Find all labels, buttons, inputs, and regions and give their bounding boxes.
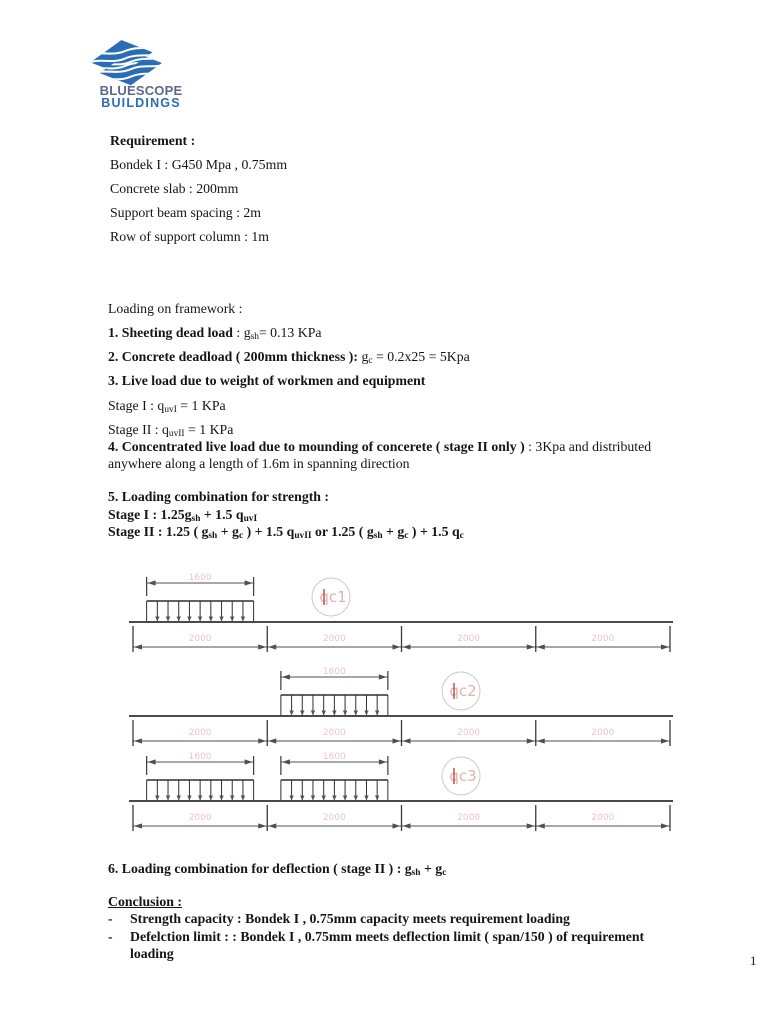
text-segment: Strength capacity : Bondek I , 0.75mm capacity meets requirement loading (130, 911, 570, 926)
span-dimension-label: 2000 (591, 634, 615, 644)
dimension-arrow (537, 644, 545, 649)
dimension-arrow (148, 759, 156, 764)
loading-item-1 (108, 325, 322, 343)
text-segment: Concrete slab : 200mm (110, 181, 239, 196)
text-segment: c (404, 531, 409, 542)
stage-2-live-load (108, 422, 233, 440)
block-dimension-label: 1600 (322, 667, 346, 677)
text-segment: sh (411, 868, 421, 879)
load-arrow (364, 711, 368, 716)
text-segment: ) + 1.5 q (243, 524, 295, 539)
load-arrow (321, 711, 325, 716)
dimension-arrow (134, 823, 142, 828)
dimension-arrow (403, 738, 411, 743)
stage-1-live-load (108, 398, 226, 416)
load-arrow (241, 796, 245, 801)
requirement-item-column-row (110, 229, 269, 245)
load-arrow (321, 796, 325, 801)
text-segment: ) + 1.5 q (408, 524, 460, 539)
load-case-diagrams (120, 565, 685, 850)
load-arrow (219, 796, 223, 801)
load-arrow (198, 617, 202, 622)
text-segment: + 1.5 q (200, 507, 244, 522)
text-segment: 2. Concrete deadload ( 200mm thickness ): (108, 349, 358, 364)
text-segment: 5. Loading combination for strength : (108, 489, 330, 504)
load-arrow (230, 796, 234, 801)
strength-stage-1 (108, 507, 257, 525)
text-segment: : 3Kpa and distributed (524, 439, 652, 454)
load-arrow (241, 617, 245, 622)
dimension-arrow (661, 644, 669, 649)
span-dimension-label: 2000 (188, 813, 212, 823)
dimension-arrow (258, 823, 266, 828)
text-segment: uvI (243, 514, 258, 525)
bullet-dash: - (108, 911, 113, 926)
dimension-arrow (134, 738, 142, 743)
page-number: 1 (750, 953, 757, 968)
span-dimension-label: 2000 (457, 634, 481, 644)
load-arrow (375, 796, 379, 801)
load-arrow (187, 617, 191, 622)
deflection-combination-heading (108, 861, 446, 879)
text-segment: 3. Live load due to weight of workmen and equipment (108, 373, 426, 388)
load-arrow (375, 711, 379, 716)
dimension-arrow (268, 738, 276, 743)
bullet-dash: - (108, 929, 113, 944)
text-segment: Stage I : q (108, 398, 165, 413)
dimension-arrow (527, 823, 535, 828)
text-segment: loading (130, 946, 174, 961)
text-segment: uvI (164, 405, 177, 416)
text-segment: : g (232, 325, 251, 340)
span-dimension-label: 2000 (457, 728, 481, 738)
load-arrow (311, 711, 315, 716)
text-segment: or 1.25 ( g (311, 524, 374, 539)
load-arrow (230, 617, 234, 622)
text-segment: + g (217, 524, 239, 539)
span-dimension-label: 2000 (322, 813, 346, 823)
load-arrow (311, 796, 315, 801)
dimension-arrow (282, 759, 290, 764)
dimension-arrow (537, 738, 545, 743)
load-arrow (332, 711, 336, 716)
text-segment: anywhere along a length of 1.6m in spanning direction (108, 456, 410, 471)
strength-stage-2 (108, 524, 464, 542)
text-segment: sh (191, 514, 201, 525)
text-segment: 1. Sheeting dead load (108, 325, 233, 340)
bluescope-logo-mark (78, 38, 173, 88)
dimension-arrow (393, 738, 401, 743)
dimension-arrow (393, 644, 401, 649)
loading-item-4-line-1 (108, 439, 651, 455)
load-arrow (354, 796, 358, 801)
block-dimension-label: 1600 (188, 573, 212, 583)
span-dimension-label: 2000 (188, 634, 212, 644)
dimension-arrow (403, 823, 411, 828)
load-arrow (166, 617, 170, 622)
load-arrow (343, 711, 347, 716)
text-segment: sh (250, 332, 259, 343)
text-segment: c (238, 531, 244, 542)
dimension-arrow (379, 759, 387, 764)
text-segment: g (358, 349, 369, 364)
text-segment: c (459, 531, 464, 542)
load-arrow (177, 617, 181, 622)
logo-text-bluescope: BLUESCOPE (99, 83, 183, 98)
dimension-arrow (282, 674, 290, 679)
load-arrow (289, 711, 293, 716)
dimension-arrow (258, 644, 266, 649)
block-dimension-label: 1600 (322, 752, 346, 762)
text-segment: 4. Concentrated live load due to mounding of concerete ( stage II only ) (108, 439, 525, 454)
dimension-arrow (258, 738, 266, 743)
dimension-arrow (661, 738, 669, 743)
load-arrow (354, 711, 358, 716)
load-arrow (289, 796, 293, 801)
text-segment: Stage II : 1.25 ( g (108, 524, 209, 539)
load-arrow (209, 617, 213, 622)
load-case-label: qc3 (449, 767, 477, 785)
text-segment: c (368, 356, 373, 367)
dimension-arrow (245, 580, 253, 585)
span-dimension-label: 2000 (591, 728, 615, 738)
load-arrow (155, 796, 159, 801)
dimension-arrow (245, 759, 253, 764)
load-arrow (343, 796, 347, 801)
conclusion-bullet-2-line-2 (130, 946, 174, 962)
text-segment: Conclusion : (108, 894, 182, 909)
dimension-arrow (134, 644, 142, 649)
conclusion-heading (108, 894, 182, 910)
dimension-arrow (661, 823, 669, 828)
dimension-arrow (403, 644, 411, 649)
span-dimension-label: 2000 (322, 728, 346, 738)
text-segment: = 1 KPa (184, 422, 234, 437)
text-segment: sh (208, 531, 218, 542)
text-segment: Support beam spacing : 2m (110, 205, 261, 220)
requirement-item-bondek (110, 157, 287, 173)
requirement-item-slab (110, 181, 238, 197)
span-dimension-label: 2000 (322, 634, 346, 644)
logo-text-buildings: BUILDINGS (101, 96, 181, 110)
span-dimension-label: 2000 (188, 728, 212, 738)
strength-combination-heading (108, 489, 329, 505)
load-arrow (332, 796, 336, 801)
text-segment: Row of support column : 1m (110, 229, 270, 244)
text-segment: + g (420, 861, 443, 876)
conclusion-bullet-2-line-1 (108, 929, 644, 945)
text-segment: + g (382, 524, 405, 539)
load-arrow (219, 617, 223, 622)
dimension-arrow (268, 644, 276, 649)
text-segment: Loading on framework : (108, 301, 243, 316)
dimension-arrow (148, 580, 156, 585)
conclusion-bullet-1 (108, 911, 570, 927)
text-segment: Stage I : 1.25g (108, 507, 192, 522)
text-segment: = 1 KPa (176, 398, 226, 413)
dimension-arrow (393, 823, 401, 828)
load-arrow (300, 796, 304, 801)
span-dimension-label: 2000 (591, 813, 615, 823)
load-arrow (364, 796, 368, 801)
text-segment: 6. Loading combination for deflection ( stage II ) : g (108, 861, 412, 876)
loading-heading (108, 301, 242, 317)
dimension-arrow (527, 738, 535, 743)
text-segment: Requirement : (110, 133, 196, 148)
block-dimension-label: 1600 (188, 752, 212, 762)
text-segment: Bondek I : G450 Mpa , 0.75mm (110, 157, 288, 172)
load-arrow (187, 796, 191, 801)
load-arrow (177, 796, 181, 801)
text-segment: uvII (168, 429, 185, 440)
text-segment: sh (373, 531, 383, 542)
load-arrow (155, 617, 159, 622)
text-segment: = 0.2x25 = 5Kpa (372, 349, 470, 364)
bluescope-logo (64, 36, 224, 116)
text-segment: uvII (294, 531, 312, 542)
dimension-arrow (527, 644, 535, 649)
loading-item-3 (108, 373, 425, 389)
dimension-arrow (268, 823, 276, 828)
loading-item-4-line-2 (108, 456, 410, 472)
requirement-heading (110, 133, 195, 149)
load-arrow (300, 711, 304, 716)
load-case-label: qc1 (319, 588, 347, 606)
loading-item-2 (108, 349, 470, 367)
text-segment: Defelction limit : : Bondek I , 0.75mm meets deflection limit ( span/150 ) of requirement (130, 929, 645, 944)
text-segment: = 0.13 KPa (258, 325, 322, 340)
load-arrow (209, 796, 213, 801)
text-segment: c (442, 868, 447, 879)
span-dimension-label: 2000 (457, 813, 481, 823)
dimension-arrow (537, 823, 545, 828)
load-arrow (198, 796, 202, 801)
dimension-arrow (379, 674, 387, 679)
text-segment: Stage II : q (108, 422, 169, 437)
requirement-item-beam-spacing (110, 205, 261, 221)
load-case-label: qc2 (449, 682, 477, 700)
load-arrow (166, 796, 170, 801)
